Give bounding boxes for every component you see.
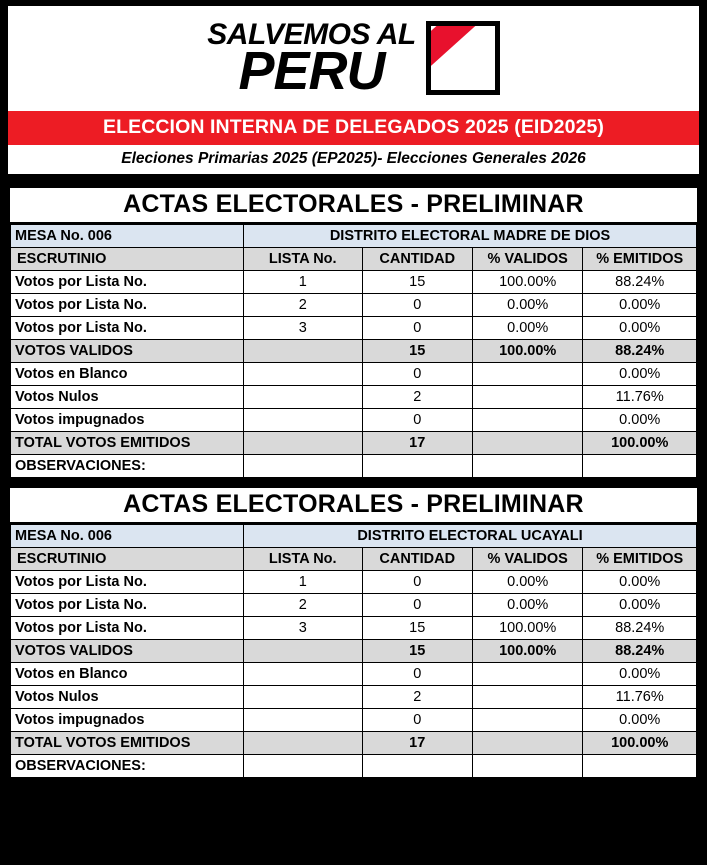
table-row-total-emitidos — [11, 432, 697, 455]
logo-text — [207, 17, 416, 101]
column-header-emitidos: % EMITIDOS — [583, 548, 697, 571]
cell-validos: 100.00% — [472, 640, 582, 663]
cell-cantidad: 2 — [362, 386, 472, 409]
cell-validos — [472, 686, 582, 709]
cell-cantidad: 0 — [362, 709, 472, 732]
row-label: Votos impugnados — [11, 409, 244, 432]
cell-lista — [244, 732, 363, 755]
section-title: ACTAS ELECTORALES - PRELIMINAR — [10, 488, 697, 524]
cell-validos — [472, 363, 582, 386]
column-header-cantidad: CANTIDAD — [362, 248, 472, 271]
mesa-row — [11, 525, 697, 548]
cell-lista — [244, 709, 363, 732]
row-label: Votos por Lista No. — [11, 617, 244, 640]
cell-validos: 0.00% — [472, 317, 582, 340]
brand-logo — [207, 17, 499, 101]
column-header-escrutinio: ESCRUTINIO — [11, 548, 244, 571]
cell-cantidad: 15 — [362, 271, 472, 294]
observaciones-blank-1[interactable] — [362, 755, 472, 778]
table-row-total-validos — [11, 340, 697, 363]
row-label: VOTOS VALIDOS — [11, 640, 244, 663]
cell-lista — [244, 340, 363, 363]
cell-validos: 100.00% — [472, 617, 582, 640]
page-subtitle: Eleciones Primarias 2025 (EP2025)- Elecciones Generales 2026 — [8, 145, 699, 174]
column-header-validos: % VALIDOS — [472, 548, 582, 571]
cell-emitidos: 88.24% — [583, 340, 697, 363]
cell-validos — [472, 432, 582, 455]
logo-line-1: SALVEMOS AL — [207, 17, 416, 51]
cell-emitidos: 11.76% — [583, 686, 697, 709]
observaciones-blank-1[interactable] — [362, 455, 472, 478]
table-row — [11, 571, 697, 594]
row-label: Votos por Lista No. — [11, 571, 244, 594]
cell-emitidos: 88.24% — [583, 617, 697, 640]
cell-emitidos: 0.00% — [583, 663, 697, 686]
row-label: Votos Nulos — [11, 386, 244, 409]
table-row — [11, 663, 697, 686]
mesa-label: MESA No. 006 — [11, 225, 244, 248]
column-header-lista: LISTA No. — [244, 548, 363, 571]
cell-cantidad: 2 — [362, 686, 472, 709]
cell-validos: 0.00% — [472, 594, 582, 617]
acta-section-madre-de-dios — [8, 186, 699, 480]
distrito-label: DISTRITO ELECTORAL MADRE DE DIOS — [244, 225, 697, 248]
row-label: TOTAL VOTOS EMITIDOS — [11, 432, 244, 455]
cell-emitidos: 100.00% — [583, 732, 697, 755]
cell-lista — [244, 432, 363, 455]
cell-cantidad: 0 — [362, 409, 472, 432]
table-row — [11, 709, 697, 732]
cell-emitidos: 0.00% — [583, 317, 697, 340]
observaciones-blank-2[interactable] — [472, 455, 582, 478]
cell-cantidad: 17 — [362, 432, 472, 455]
cell-emitidos: 88.24% — [583, 271, 697, 294]
table-row — [11, 409, 697, 432]
section-title: ACTAS ELECTORALES - PRELIMINAR — [10, 188, 697, 224]
column-header-escrutinio: ESCRUTINIO — [11, 248, 244, 271]
cell-lista: 2 — [244, 594, 363, 617]
acta-section-ucayali — [8, 486, 699, 780]
cell-emitidos: 0.00% — [583, 571, 697, 594]
observaciones-blank-3[interactable] — [583, 755, 697, 778]
distrito-label: DISTRITO ELECTORAL UCAYALI — [244, 525, 697, 548]
cell-emitidos: 0.00% — [583, 363, 697, 386]
table-header-row — [11, 248, 697, 271]
cell-emitidos: 11.76% — [583, 386, 697, 409]
table-row — [11, 363, 697, 386]
table-row — [11, 294, 697, 317]
divider-black — [8, 174, 699, 186]
cell-lista — [244, 686, 363, 709]
cell-cantidad: 0 — [362, 571, 472, 594]
observaciones-row — [11, 755, 697, 778]
cell-emitidos: 0.00% — [583, 409, 697, 432]
row-label: VOTOS VALIDOS — [11, 340, 244, 363]
observaciones-label: OBSERVACIONES: — [11, 755, 244, 778]
cell-emitidos: 0.00% — [583, 709, 697, 732]
cell-validos — [472, 709, 582, 732]
cell-cantidad: 15 — [362, 640, 472, 663]
cell-validos — [472, 663, 582, 686]
row-label: TOTAL VOTOS EMITIDOS — [11, 732, 244, 755]
page-title: ELECCION INTERNA DE DELEGADOS 2025 (EID2025) — [8, 110, 699, 145]
cell-emitidos: 0.00% — [583, 294, 697, 317]
table-row — [11, 686, 697, 709]
cell-lista — [244, 409, 363, 432]
row-label: Votos por Lista No. — [11, 271, 244, 294]
cell-cantidad: 0 — [362, 317, 472, 340]
observaciones-label: OBSERVACIONES: — [11, 455, 244, 478]
peru-flag-square-icon — [426, 21, 500, 95]
cell-lista — [244, 363, 363, 386]
cell-cantidad: 17 — [362, 732, 472, 755]
cell-lista: 1 — [244, 571, 363, 594]
row-label: Votos en Blanco — [11, 663, 244, 686]
cell-cantidad: 0 — [362, 294, 472, 317]
logo-stripe — [426, 21, 497, 71]
column-header-cantidad: CANTIDAD — [362, 548, 472, 571]
cell-cantidad: 15 — [362, 617, 472, 640]
cell-lista: 3 — [244, 317, 363, 340]
table-row — [11, 317, 697, 340]
cell-emitidos: 88.24% — [583, 640, 697, 663]
logo-band — [8, 6, 699, 110]
observaciones-value[interactable] — [244, 455, 363, 478]
acta-table — [10, 224, 697, 478]
table-row — [11, 386, 697, 409]
cell-cantidad: 0 — [362, 663, 472, 686]
cell-cantidad: 0 — [362, 594, 472, 617]
observaciones-value[interactable] — [244, 755, 363, 778]
cell-validos — [472, 386, 582, 409]
table-row-total-emitidos — [11, 732, 697, 755]
mesa-label: MESA No. 006 — [11, 525, 244, 548]
cell-cantidad: 15 — [362, 340, 472, 363]
observaciones-blank-2[interactable] — [472, 755, 582, 778]
table-header-row — [11, 548, 697, 571]
cell-validos — [472, 409, 582, 432]
mesa-row — [11, 225, 697, 248]
row-label: Votos por Lista No. — [11, 594, 244, 617]
cell-cantidad: 0 — [362, 363, 472, 386]
column-header-validos: % VALIDOS — [472, 248, 582, 271]
table-row — [11, 617, 697, 640]
cell-lista: 3 — [244, 617, 363, 640]
table-row-total-validos — [11, 640, 697, 663]
cell-emitidos: 100.00% — [583, 432, 697, 455]
observaciones-blank-3[interactable] — [583, 455, 697, 478]
cell-lista: 1 — [244, 271, 363, 294]
cell-validos: 100.00% — [472, 271, 582, 294]
cell-lista: 2 — [244, 294, 363, 317]
row-label: Votos en Blanco — [11, 363, 244, 386]
observaciones-row — [11, 455, 697, 478]
column-header-emitidos: % EMITIDOS — [583, 248, 697, 271]
cell-lista — [244, 386, 363, 409]
row-label: Votos impugnados — [11, 709, 244, 732]
cell-emitidos: 0.00% — [583, 594, 697, 617]
cell-lista — [244, 640, 363, 663]
table-row — [11, 594, 697, 617]
cell-validos: 100.00% — [472, 340, 582, 363]
cell-validos: 0.00% — [472, 294, 582, 317]
cell-lista — [244, 663, 363, 686]
row-label: Votos por Lista No. — [11, 294, 244, 317]
acta-table — [10, 524, 697, 778]
table-row — [11, 271, 697, 294]
column-header-lista: LISTA No. — [244, 248, 363, 271]
row-label: Votos por Lista No. — [11, 317, 244, 340]
cell-validos — [472, 732, 582, 755]
row-label: Votos Nulos — [11, 686, 244, 709]
cell-validos: 0.00% — [472, 571, 582, 594]
logo-line-2: PERU — [238, 40, 385, 101]
